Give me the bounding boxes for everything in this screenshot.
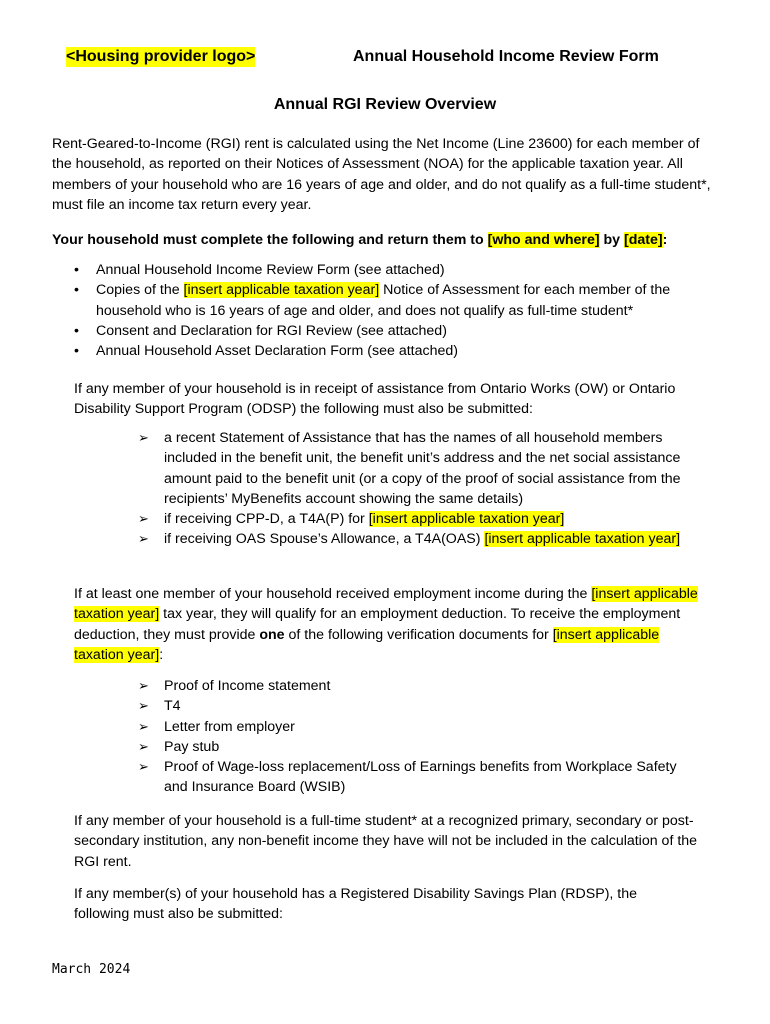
bullet-icon: • bbox=[74, 262, 79, 278]
taxation-year-placeholder: [insert applicable taxation year] bbox=[484, 531, 681, 548]
list-item bbox=[138, 428, 704, 509]
taxation-year-placeholder: [insert applicable taxation year] bbox=[74, 626, 660, 663]
instruction-by: by bbox=[599, 232, 625, 248]
list-item-text: T4 bbox=[164, 698, 181, 715]
instruction-heading bbox=[52, 230, 732, 250]
list-item bbox=[138, 717, 679, 737]
list-item bbox=[74, 280, 716, 321]
bullet-icon: • bbox=[74, 282, 79, 299]
list-item bbox=[138, 509, 704, 529]
arrow-bullet-icon: ➢ bbox=[138, 698, 149, 714]
list-item-text: a recent Statement of Assistance that has the names of all household members included in the benefit unit, the benefit unit’s address and the net social assistance amount paid to the benefit unit (or a copy of the proof of social assistance from the recipients’ MyBenefits account showing the same details) bbox=[164, 430, 681, 507]
list-item-text: Copies of the bbox=[96, 282, 184, 299]
student-paragraph: If any member of your household is a full-time student* at a recognized primary, secondary or post-secondary institution, any non-benefit income they have will not be included in the calculation of the RGI rent. bbox=[74, 813, 698, 870]
ow-odsp-intro: If any member of your household is in receipt of assistance from Ontario Works (OW) or Ontario Disability Support Program (ODSP) the following must also be submitted: bbox=[74, 381, 676, 418]
list-item-text: Proof of Wage-loss replacement/Loss of Earnings benefits from Workplace Safety and Insurance Board (WSIB) bbox=[164, 759, 677, 796]
list-item bbox=[74, 341, 716, 361]
page-title: Annual RGI Review Overview bbox=[273, 96, 497, 113]
arrow-bullet-icon: ➢ bbox=[138, 430, 149, 445]
employment-docs-list bbox=[138, 676, 679, 798]
employment-text: tax year, they will qualify for an employment deduction. To receive the employment deduction, they must provide bbox=[74, 606, 681, 643]
taxation-year-placeholder: [insert applicable taxation year] bbox=[368, 511, 565, 528]
employment-emphasis: one bbox=[259, 626, 285, 643]
employment-text: If at least one member of your household received employment income during the bbox=[74, 586, 592, 602]
taxation-year-placeholder: [insert applicable taxation year] bbox=[183, 282, 380, 299]
instruction-end: : bbox=[662, 232, 668, 248]
list-item bbox=[138, 696, 679, 716]
list-item bbox=[138, 676, 679, 696]
list-item-text: Proof of Income statement bbox=[164, 678, 331, 694]
list-item bbox=[138, 757, 679, 798]
list-item-text: Annual Household Asset Declaration Form (see attached) bbox=[96, 343, 458, 360]
intro-paragraph: Rent-Geared-to-Income (RGI) rent is calculated using the Net Income (Line 23600) for each member of the household, as reported on their Notices of Assessment (NOA) for the applicable taxation year. All members of your household who are 16 years of age and older, and do not qualify as a full-time student*, must file an income tax return every year. bbox=[52, 136, 711, 213]
required-items-list bbox=[74, 260, 716, 361]
list-item-text: if receiving OAS Spouse’s Allowance, a T4A(OAS) bbox=[164, 531, 485, 548]
arrow-bullet-icon: ➢ bbox=[138, 759, 149, 775]
form-title: Annual Household Income Review Form bbox=[353, 48, 659, 65]
ow-odsp-list bbox=[138, 428, 704, 550]
list-item bbox=[74, 321, 716, 341]
employment-text: of the following verification documents for bbox=[284, 626, 553, 643]
housing-provider-logo-placeholder: <Housing provider logo> bbox=[66, 48, 256, 65]
employment-text: : bbox=[159, 646, 164, 663]
instruction-pre: Your household must complete the following and return them to bbox=[52, 232, 488, 248]
employment-paragraph bbox=[74, 584, 706, 665]
list-item-text: if receiving CPP-D, a T4A(P) for bbox=[164, 511, 369, 528]
list-item-text: Annual Household Income Review Form (see attached) bbox=[96, 262, 445, 278]
list-item-text: Letter from employer bbox=[164, 718, 295, 735]
arrow-bullet-icon: ➢ bbox=[138, 531, 149, 547]
date-placeholder: [date] bbox=[624, 232, 663, 248]
taxation-year-placeholder: [insert applicable taxation year] bbox=[74, 586, 698, 623]
list-item bbox=[138, 529, 704, 549]
arrow-bullet-icon: ➢ bbox=[138, 738, 149, 754]
list-item-text: Notice of Assessment for each member of the household who is 16 years of age and older, and does not qualify as full-time student* bbox=[96, 282, 671, 319]
list-item-text: Consent and Declaration for RGI Review (see attached) bbox=[96, 322, 447, 339]
arrow-bullet-icon: ➢ bbox=[138, 678, 149, 693]
list-item bbox=[74, 260, 716, 280]
bullet-icon: • bbox=[74, 343, 79, 360]
arrow-bullet-icon: ➢ bbox=[138, 511, 149, 527]
list-item bbox=[138, 737, 679, 757]
footer-date: March 2024 bbox=[52, 962, 131, 977]
who-and-where-placeholder: [who and where] bbox=[487, 232, 600, 248]
arrow-bullet-icon: ➢ bbox=[138, 718, 149, 734]
bullet-icon: • bbox=[74, 322, 79, 339]
rdsp-paragraph: If any member(s) of your household has a Registered Disability Savings Plan (RDSP), the following must also be submitted: bbox=[74, 886, 638, 923]
list-item-text: Pay stub bbox=[164, 738, 220, 755]
